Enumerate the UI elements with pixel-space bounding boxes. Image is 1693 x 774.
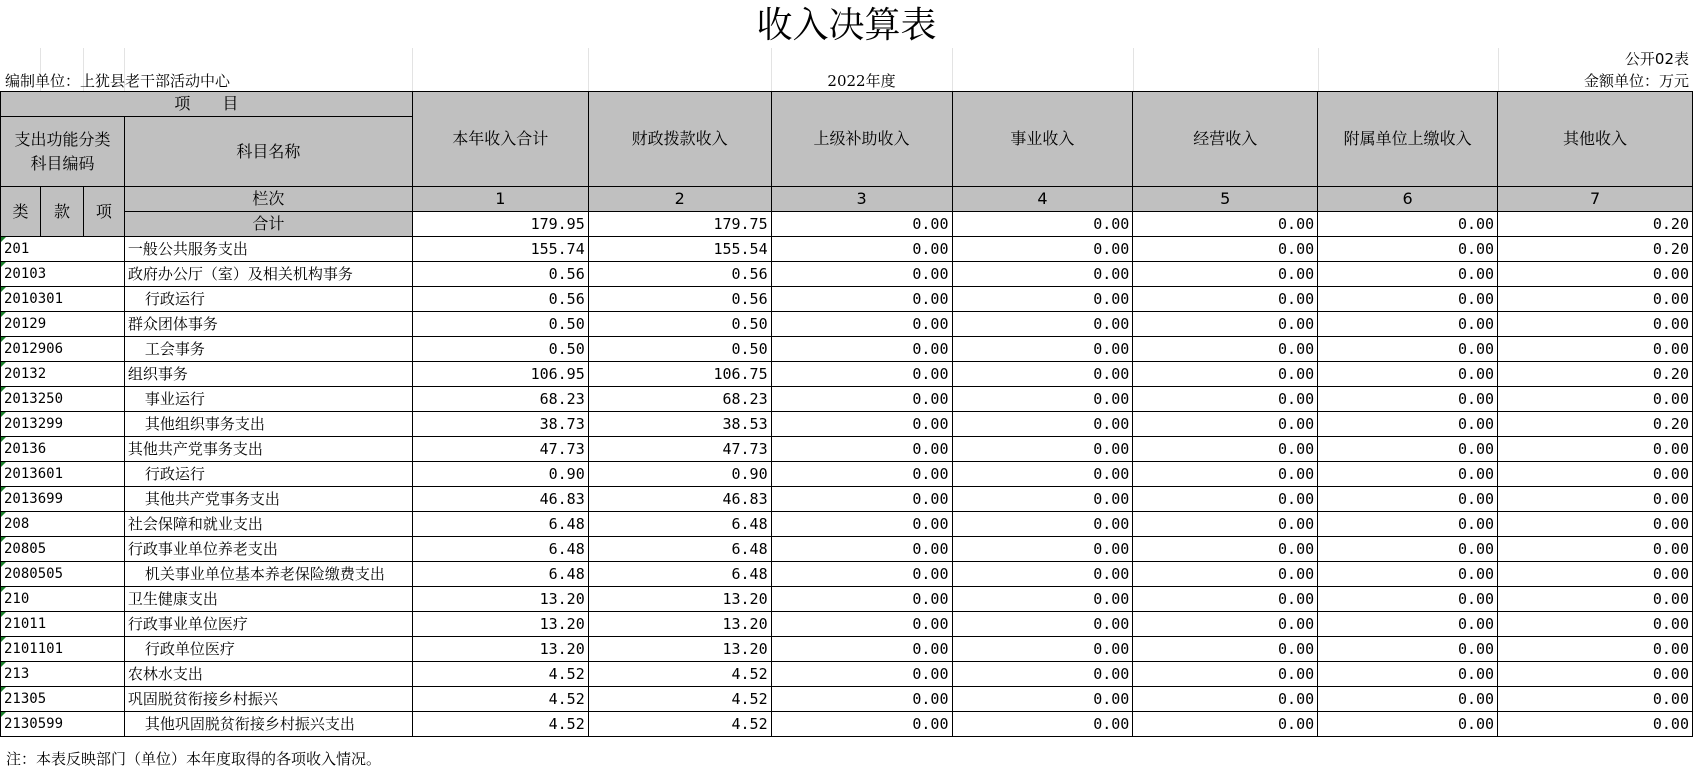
row-code: 20103 xyxy=(1,262,125,287)
row-value: 0.00 xyxy=(1133,262,1318,287)
row-value: 4.52 xyxy=(412,712,588,737)
row-value: 0.00 xyxy=(952,362,1133,387)
row-value: 0.00 xyxy=(1133,662,1318,687)
table-row xyxy=(1,537,1693,562)
row-value: 0.20 xyxy=(1498,362,1693,387)
row-value: 0.00 xyxy=(771,537,952,562)
row-value: 68.23 xyxy=(412,387,588,412)
table-row xyxy=(1,412,1693,437)
total-cell: 0.00 xyxy=(1133,212,1318,237)
col-num: 7 xyxy=(1498,187,1693,212)
row-value: 0.00 xyxy=(952,587,1133,612)
header-xiang: 项 xyxy=(83,187,124,237)
row-value: 0.00 xyxy=(1133,312,1318,337)
row-value: 0.00 xyxy=(952,562,1133,587)
row-value: 13.20 xyxy=(412,612,588,637)
row-value: 13.20 xyxy=(588,587,771,612)
row-name: 组织事务 xyxy=(124,362,412,387)
row-value: 0.00 xyxy=(771,387,952,412)
row-value: 0.00 xyxy=(1318,262,1498,287)
row-value: 0.00 xyxy=(1498,687,1693,712)
row-value: 0.00 xyxy=(952,387,1133,412)
row-code: 21305 xyxy=(1,687,125,712)
row-name: 一般公共服务支出 xyxy=(124,237,412,262)
row-value: 0.00 xyxy=(952,437,1133,462)
row-value: 38.53 xyxy=(588,412,771,437)
header-column-no: 栏次 xyxy=(124,187,412,212)
row-value: 0.00 xyxy=(1318,487,1498,512)
row-value: 0.00 xyxy=(1318,337,1498,362)
row-name: 其他共产党事务支出 xyxy=(124,437,412,462)
row-value: 0.00 xyxy=(1318,312,1498,337)
row-value: 0.00 xyxy=(1498,637,1693,662)
table-row xyxy=(1,712,1693,737)
row-value: 46.83 xyxy=(412,487,588,512)
row-value: 0.00 xyxy=(771,612,952,637)
row-value: 0.00 xyxy=(1318,362,1498,387)
unit-label: 金额单位：万元 xyxy=(1583,72,1689,90)
row-value: 6.48 xyxy=(588,537,771,562)
row-name: 行政运行 xyxy=(124,287,412,312)
row-code: 2010301 xyxy=(1,287,125,312)
table-row xyxy=(1,587,1693,612)
row-value: 4.52 xyxy=(588,662,771,687)
header-total: 本年收入合计 xyxy=(412,92,588,187)
row-value: 0.00 xyxy=(771,262,952,287)
row-code: 20136 xyxy=(1,437,125,462)
header-kuan: 款 xyxy=(40,187,83,237)
row-value: 13.20 xyxy=(588,612,771,637)
row-value: 0.00 xyxy=(1133,612,1318,637)
row-value: 0.00 xyxy=(1498,262,1693,287)
total-cell: 0.00 xyxy=(771,212,952,237)
row-value: 0.00 xyxy=(1498,312,1693,337)
year-label: 2022年度 xyxy=(827,72,896,90)
row-name: 行政运行 xyxy=(124,462,412,487)
row-value: 0.00 xyxy=(1498,487,1693,512)
row-value: 0.00 xyxy=(771,562,952,587)
row-value: 0.00 xyxy=(952,487,1133,512)
row-value: 0.00 xyxy=(1318,687,1498,712)
table-row xyxy=(1,337,1693,362)
table-row xyxy=(1,487,1693,512)
row-value: 0.00 xyxy=(952,237,1133,262)
row-name: 机关事业单位基本养老保险缴费支出 xyxy=(124,562,412,587)
row-code: 210 xyxy=(1,587,125,612)
org-label: 编制单位：上犹县老干部活动中心 xyxy=(5,72,231,90)
col-num: 6 xyxy=(1318,187,1498,212)
row-value: 47.73 xyxy=(412,437,588,462)
row-value: 13.20 xyxy=(412,587,588,612)
header-business: 事业收入 xyxy=(952,92,1133,187)
row-value: 0.56 xyxy=(588,287,771,312)
row-value: 0.50 xyxy=(588,312,771,337)
table-row xyxy=(1,387,1693,412)
row-name: 其他共产党事务支出 xyxy=(124,487,412,512)
income-table xyxy=(0,91,1693,737)
row-value: 0.00 xyxy=(1133,462,1318,487)
row-value: 6.48 xyxy=(588,562,771,587)
form-number: 公开02表 xyxy=(1624,50,1689,68)
col-num: 1 xyxy=(412,187,588,212)
row-value: 0.00 xyxy=(771,312,952,337)
row-value: 0.00 xyxy=(1318,712,1498,737)
row-code: 2013699 xyxy=(1,487,125,512)
row-value: 6.48 xyxy=(412,537,588,562)
row-code: 21011 xyxy=(1,612,125,637)
row-value: 155.54 xyxy=(588,237,771,262)
footnote: 注：本表反映部门（单位）本年度取得的各项收入情况。 xyxy=(6,750,382,768)
row-value: 46.83 xyxy=(588,487,771,512)
row-value: 0.00 xyxy=(771,712,952,737)
row-value: 0.00 xyxy=(1133,487,1318,512)
row-value: 0.00 xyxy=(1498,612,1693,637)
row-value: 0.56 xyxy=(412,287,588,312)
row-value: 106.75 xyxy=(588,362,771,387)
row-value: 0.00 xyxy=(1318,387,1498,412)
row-value: 0.00 xyxy=(1498,387,1693,412)
row-value: 0.00 xyxy=(952,412,1133,437)
row-value: 0.00 xyxy=(1498,712,1693,737)
row-value: 106.95 xyxy=(412,362,588,387)
row-value: 0.00 xyxy=(1318,462,1498,487)
row-value: 0.00 xyxy=(1133,587,1318,612)
row-value: 0.00 xyxy=(1498,587,1693,612)
row-value: 0.00 xyxy=(952,337,1133,362)
total-cell: 179.75 xyxy=(588,212,771,237)
row-value: 0.00 xyxy=(1133,362,1318,387)
table-row xyxy=(1,362,1693,387)
table-row xyxy=(1,512,1693,537)
row-code: 2101101 xyxy=(1,637,125,662)
row-value: 0.00 xyxy=(1133,562,1318,587)
table-row xyxy=(1,562,1693,587)
row-value: 0.00 xyxy=(1318,587,1498,612)
row-value: 0.00 xyxy=(1133,287,1318,312)
row-value: 0.00 xyxy=(1498,287,1693,312)
header-subject-name: 科目名称 xyxy=(124,117,412,187)
row-name: 群众团体事务 xyxy=(124,312,412,337)
table-row xyxy=(1,687,1693,712)
row-value: 0.00 xyxy=(771,437,952,462)
row-value: 0.00 xyxy=(952,287,1133,312)
row-value: 0.00 xyxy=(771,487,952,512)
row-value: 0.00 xyxy=(952,637,1133,662)
row-value: 0.00 xyxy=(952,512,1133,537)
row-value: 0.00 xyxy=(1318,287,1498,312)
row-name: 行政事业单位养老支出 xyxy=(124,537,412,562)
row-value: 0.00 xyxy=(952,462,1133,487)
row-value: 0.00 xyxy=(952,662,1133,687)
row-value: 0.56 xyxy=(588,262,771,287)
row-name: 事业运行 xyxy=(124,387,412,412)
row-value: 6.48 xyxy=(412,562,588,587)
row-value: 13.20 xyxy=(412,637,588,662)
page-title: 收入决算表 xyxy=(756,5,937,46)
table-row xyxy=(1,637,1693,662)
row-value: 0.00 xyxy=(771,337,952,362)
row-name: 农林水支出 xyxy=(124,662,412,687)
row-value: 6.48 xyxy=(412,512,588,537)
row-value: 4.52 xyxy=(412,687,588,712)
row-value: 0.00 xyxy=(1318,512,1498,537)
row-name: 卫生健康支出 xyxy=(124,587,412,612)
row-code: 20129 xyxy=(1,312,125,337)
row-value: 0.00 xyxy=(1318,612,1498,637)
row-code: 201 xyxy=(1,237,125,262)
row-value: 0.00 xyxy=(1318,662,1498,687)
row-value: 0.00 xyxy=(1133,237,1318,262)
row-code: 2130599 xyxy=(1,712,125,737)
row-code: 2012906 xyxy=(1,337,125,362)
total-cell: 0.00 xyxy=(1318,212,1498,237)
row-value: 0.00 xyxy=(771,237,952,262)
row-value: 0.00 xyxy=(1498,562,1693,587)
row-value: 0.00 xyxy=(1133,687,1318,712)
row-code: 20132 xyxy=(1,362,125,387)
row-value: 0.00 xyxy=(1498,437,1693,462)
row-code: 2080505 xyxy=(1,562,125,587)
row-value: 0.00 xyxy=(1318,437,1498,462)
row-value: 0.00 xyxy=(771,687,952,712)
row-value: 0.20 xyxy=(1498,237,1693,262)
row-value: 0.50 xyxy=(412,312,588,337)
row-value: 0.00 xyxy=(952,312,1133,337)
row-value: 13.20 xyxy=(588,637,771,662)
row-value: 0.00 xyxy=(1498,662,1693,687)
row-code: 208 xyxy=(1,512,125,537)
row-value: 0.56 xyxy=(412,262,588,287)
total-cell: 0.20 xyxy=(1498,212,1693,237)
row-value: 0.00 xyxy=(1133,537,1318,562)
row-value: 0.00 xyxy=(771,462,952,487)
row-code: 2013601 xyxy=(1,462,125,487)
header-other: 其他收入 xyxy=(1498,92,1693,187)
row-value: 0.00 xyxy=(771,412,952,437)
row-code: 20805 xyxy=(1,537,125,562)
row-value: 0.00 xyxy=(1133,337,1318,362)
header-lei: 类 xyxy=(1,187,41,237)
table-row xyxy=(1,287,1693,312)
header-project: 项 目 xyxy=(1,92,413,117)
row-value: 0.00 xyxy=(952,537,1133,562)
row-value: 0.90 xyxy=(588,462,771,487)
row-value: 0.00 xyxy=(952,262,1133,287)
row-value: 4.52 xyxy=(588,687,771,712)
header-func-code: 支出功能分类科目编码 xyxy=(1,117,125,187)
row-value: 0.50 xyxy=(412,337,588,362)
table-row xyxy=(1,262,1693,287)
row-value: 0.00 xyxy=(1498,512,1693,537)
row-value: 0.00 xyxy=(771,287,952,312)
row-value: 0.00 xyxy=(952,712,1133,737)
col-num: 3 xyxy=(771,187,952,212)
table-row xyxy=(1,662,1693,687)
total-row xyxy=(1,212,1693,237)
header-operating: 经营收入 xyxy=(1133,92,1318,187)
row-value: 0.00 xyxy=(952,612,1133,637)
col-num: 4 xyxy=(952,187,1133,212)
row-name: 政府办公厅（室）及相关机构事务 xyxy=(124,262,412,287)
row-value: 0.00 xyxy=(1498,537,1693,562)
table-row xyxy=(1,462,1693,487)
row-value: 0.00 xyxy=(771,587,952,612)
row-value: 47.73 xyxy=(588,437,771,462)
total-cell: 0.00 xyxy=(952,212,1133,237)
row-value: 4.52 xyxy=(412,662,588,687)
row-value: 0.00 xyxy=(1133,387,1318,412)
table-row xyxy=(1,237,1693,262)
header-fiscal: 财政拨款收入 xyxy=(588,92,771,187)
row-value: 0.00 xyxy=(952,687,1133,712)
row-value: 0.00 xyxy=(1318,412,1498,437)
row-name: 行政事业单位医疗 xyxy=(124,612,412,637)
row-value: 0.00 xyxy=(771,662,952,687)
row-value: 0.20 xyxy=(1498,412,1693,437)
header-superior: 上级补助收入 xyxy=(771,92,952,187)
row-value: 4.52 xyxy=(588,712,771,737)
row-value: 0.00 xyxy=(1133,712,1318,737)
header-affiliate: 附属单位上缴收入 xyxy=(1318,92,1498,187)
col-num: 5 xyxy=(1133,187,1318,212)
row-value: 0.00 xyxy=(1318,562,1498,587)
row-value: 0.00 xyxy=(1318,237,1498,262)
row-value: 0.00 xyxy=(1318,637,1498,662)
row-value: 68.23 xyxy=(588,387,771,412)
row-value: 0.00 xyxy=(771,637,952,662)
sum-label: 合计 xyxy=(124,212,412,237)
row-value: 0.00 xyxy=(1133,637,1318,662)
row-name: 社会保障和就业支出 xyxy=(124,512,412,537)
row-code: 2013250 xyxy=(1,387,125,412)
row-value: 0.90 xyxy=(412,462,588,487)
row-value: 38.73 xyxy=(412,412,588,437)
row-value: 6.48 xyxy=(588,512,771,537)
row-value: 155.74 xyxy=(412,237,588,262)
row-value: 0.50 xyxy=(588,337,771,362)
row-value: 0.00 xyxy=(1498,337,1693,362)
row-name: 其他组织事务支出 xyxy=(124,412,412,437)
table-row xyxy=(1,612,1693,637)
table-row xyxy=(1,437,1693,462)
table-row xyxy=(1,312,1693,337)
row-name: 巩固脱贫衔接乡村振兴 xyxy=(124,687,412,712)
row-value: 0.00 xyxy=(1133,512,1318,537)
row-name: 其他巩固脱贫衔接乡村振兴支出 xyxy=(124,712,412,737)
row-value: 0.00 xyxy=(1318,537,1498,562)
total-cell: 179.95 xyxy=(412,212,588,237)
row-value: 0.00 xyxy=(1133,412,1318,437)
row-value: 0.00 xyxy=(1133,437,1318,462)
row-value: 0.00 xyxy=(771,512,952,537)
row-name: 行政单位医疗 xyxy=(124,637,412,662)
row-name: 工会事务 xyxy=(124,337,412,362)
row-value: 0.00 xyxy=(1498,462,1693,487)
col-num: 2 xyxy=(588,187,771,212)
row-value: 0.00 xyxy=(771,362,952,387)
row-code: 213 xyxy=(1,662,125,687)
row-code: 2013299 xyxy=(1,412,125,437)
